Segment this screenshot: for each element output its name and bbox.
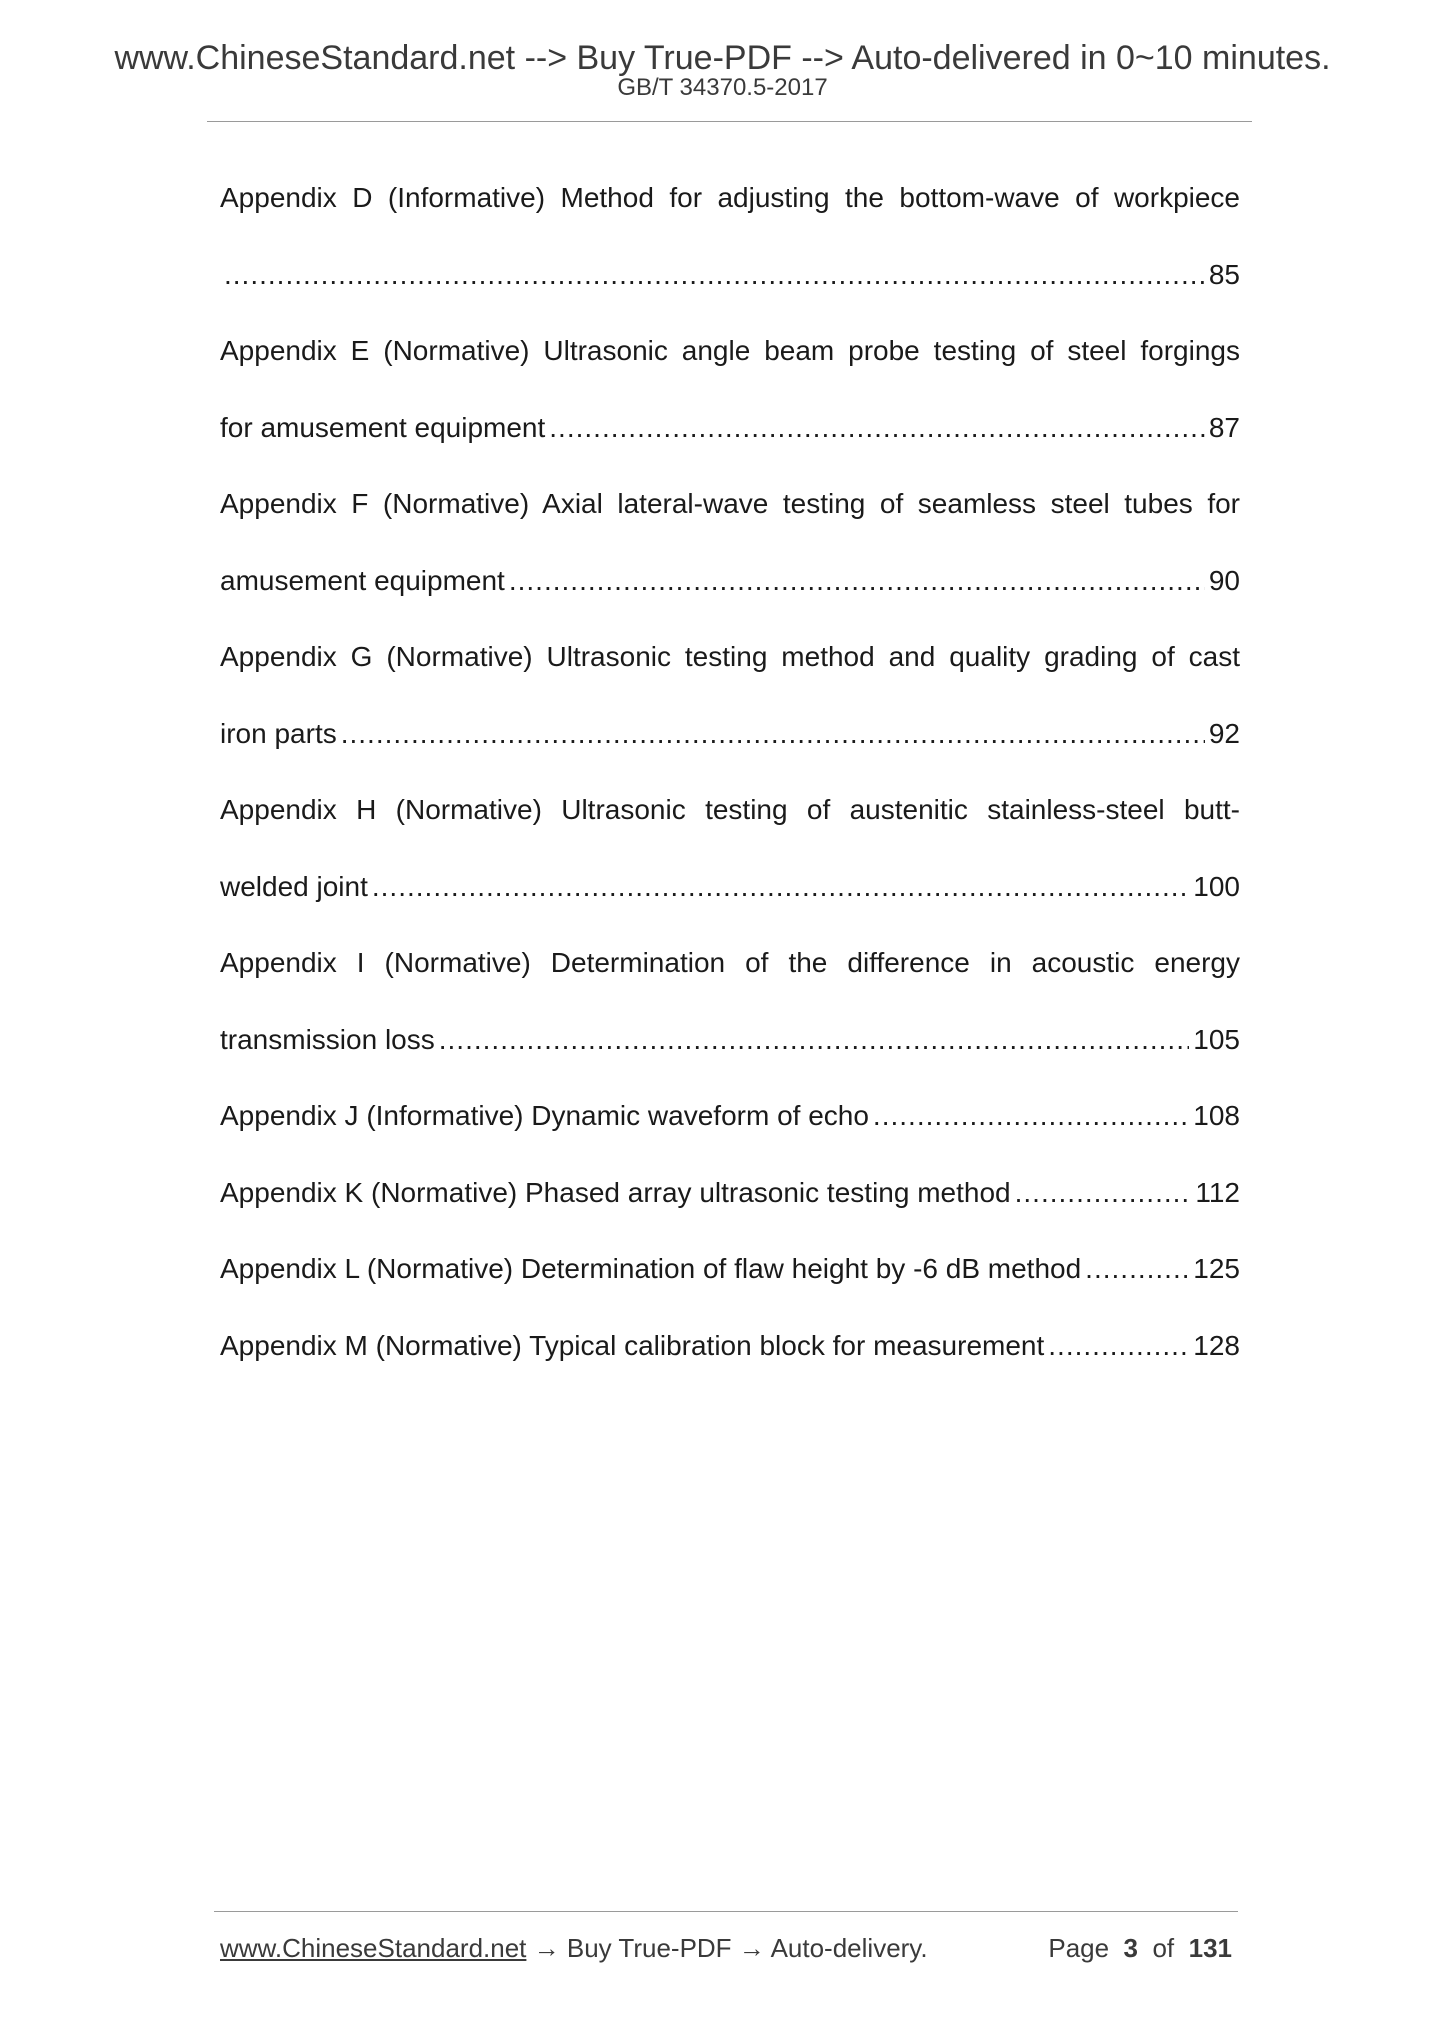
toc-entry-title: Appendix M (Normative) Typical calibration block for measurement xyxy=(220,1329,1045,1361)
dot-leader xyxy=(1085,1252,1189,1286)
page-footer xyxy=(220,1932,1232,1964)
toc-entry-appendix-j[interactable] xyxy=(220,1078,1240,1155)
toc-entry-title: Appendix L (Normative) Determination of flaw height by -6 dB method xyxy=(220,1253,1082,1285)
toc-page-number: 100 xyxy=(1193,870,1240,902)
toc-entry-continuation: amusement equipment xyxy=(220,564,505,596)
toc-entry-title: Appendix H (Normative) Ultrasonic testing of austenitic stainless-steel butt- xyxy=(220,794,1240,825)
toc-entry-appendix-m[interactable] xyxy=(220,1308,1240,1385)
toc-entry-appendix-d-title[interactable] xyxy=(220,160,1240,237)
total-page-count: 131 xyxy=(1188,1933,1232,1963)
toc-page-number: 92 xyxy=(1208,717,1240,749)
toc-entry-appendix-i-leader[interactable] xyxy=(220,1002,1240,1079)
toc-entry-appendix-i-title[interactable] xyxy=(220,925,1240,1002)
toc-entry-appendix-g-leader[interactable] xyxy=(220,696,1240,773)
toc-page-number: 90 xyxy=(1208,564,1240,596)
header-divider xyxy=(207,121,1252,122)
toc-entry-appendix-l[interactable] xyxy=(220,1231,1240,1308)
footer-divider xyxy=(214,1911,1238,1912)
toc-entry-appendix-f-title[interactable] xyxy=(220,466,1240,543)
site-banner: www.ChineseStandard.net --> Buy True-PDF --> Auto-delivered in 0~10 minutes. xyxy=(114,39,1331,77)
page-indicator xyxy=(1048,1932,1232,1964)
toc-entry-continuation: transmission loss xyxy=(220,1023,435,1055)
toc-page-number: 125 xyxy=(1193,1253,1240,1285)
toc-page-number: 128 xyxy=(1193,1329,1240,1361)
dot-leader xyxy=(372,870,1189,904)
dot-leader xyxy=(1015,1176,1192,1210)
of-label: of xyxy=(1152,1933,1175,1963)
toc-entry-title: Appendix E (Normative) Ultrasonic angle beam probe testing of steel forgings xyxy=(220,335,1240,366)
toc-entry-title: Appendix J (Informative) Dynamic waveform of echo xyxy=(220,1100,869,1132)
dot-leader xyxy=(549,411,1205,445)
toc-entry-continuation: for amusement equipment xyxy=(220,411,546,443)
dot-leader xyxy=(873,1099,1189,1133)
dot-leader xyxy=(509,564,1205,598)
footer-tagline: → Buy True-PDF → Auto-delivery. xyxy=(526,1933,928,1963)
toc-entry-title: Appendix F (Normative) Axial lateral-wave testing of seamless steel tubes for xyxy=(220,488,1240,519)
toc-page-number: 112 xyxy=(1195,1176,1240,1208)
dot-leader xyxy=(1048,1329,1189,1363)
table-of-contents xyxy=(220,160,1240,1384)
toc-entry-appendix-k[interactable] xyxy=(220,1155,1240,1232)
toc-page-number: 87 xyxy=(1208,411,1240,443)
page-label: Page xyxy=(1048,1933,1110,1963)
toc-entry-title: Appendix K (Normative) Phased array ultrasonic testing method xyxy=(220,1176,1011,1208)
toc-entry-appendix-h-title[interactable] xyxy=(220,772,1240,849)
current-page-number: 3 xyxy=(1123,1933,1139,1963)
dot-leader xyxy=(439,1023,1190,1057)
toc-page-number: 108 xyxy=(1193,1100,1240,1132)
toc-page-number: 85 xyxy=(1208,258,1240,290)
toc-entry-appendix-g-title[interactable] xyxy=(220,619,1240,696)
toc-entry-appendix-e-leader[interactable] xyxy=(220,390,1240,467)
toc-entry-title: Appendix I (Normative) Determination of the difference in acoustic energy xyxy=(220,947,1240,978)
document-code: GB/T 34370.5-2017 xyxy=(617,74,828,101)
toc-entry-title: Appendix G (Normative) Ultrasonic testing method and quality grading of cast xyxy=(220,641,1240,672)
toc-entry-appendix-d-leader[interactable] xyxy=(220,237,1240,314)
dot-leader xyxy=(341,717,1205,751)
toc-entry-appendix-h-leader[interactable] xyxy=(220,849,1240,926)
toc-page-number: 105 xyxy=(1193,1023,1240,1055)
footer-site-link[interactable]: www.ChineseStandard.net xyxy=(220,1933,527,1963)
dot-leader xyxy=(224,258,1205,292)
footer-promo xyxy=(220,1932,928,1964)
toc-entry-continuation: welded joint xyxy=(220,870,368,902)
toc-entry-appendix-f-leader[interactable] xyxy=(220,543,1240,620)
toc-entry-appendix-e-title[interactable] xyxy=(220,313,1240,390)
toc-entry-continuation: iron parts xyxy=(220,717,337,749)
toc-entry-title: Appendix D (Informative) Method for adjusting the bottom-wave of workpiece xyxy=(220,182,1240,213)
